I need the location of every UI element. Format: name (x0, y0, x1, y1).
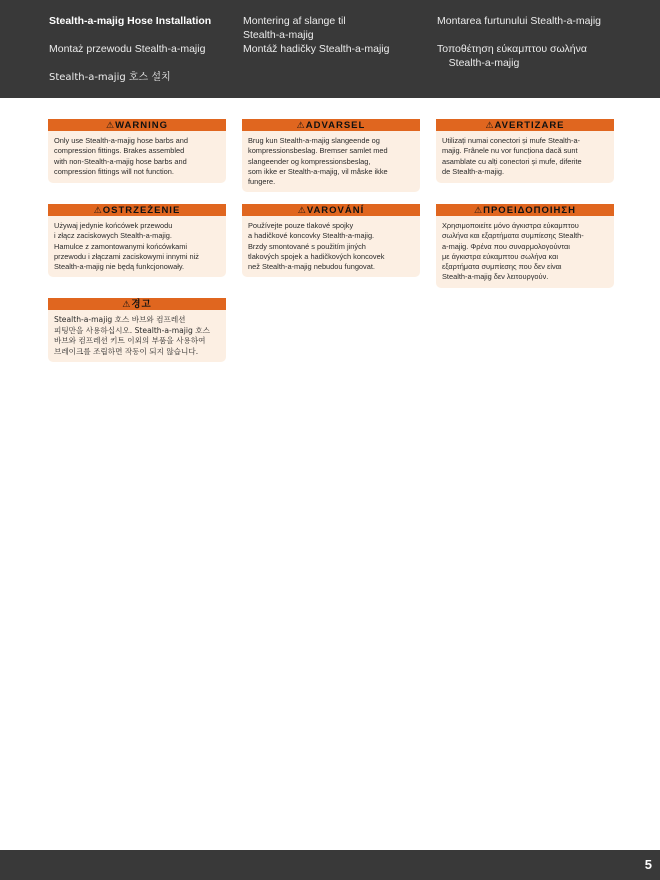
warning-box-ko (48, 298, 226, 362)
warning-title: WARNING (115, 120, 168, 131)
header-title-cs: Montáž hadičky Stealth-a-majig (243, 43, 390, 55)
warning-header (436, 119, 614, 131)
warning-triangle-icon: ⚠ (106, 120, 115, 130)
warning-text: Stealth-a-majig 호스 바브와 컴프레션 피팅만을 사용하십시오. Stealth-a-majig 호스 바브와 컴프레션 키트 이외의 부품을 사용하여 브레이크를 조립하면 작동이 되지 않습니다. (54, 315, 210, 356)
warning-header (48, 204, 226, 216)
warning-triangle-icon: ⚠ (485, 120, 494, 130)
warning-box-pl (48, 204, 226, 277)
warning-title: ADVARSEL (305, 120, 366, 131)
warning-title: ΠΡΟΕΙΔΟΠΟΙΗΣΗ (483, 205, 576, 216)
warning-header (242, 119, 420, 131)
warning-text: Brug kun Stealth-a-majig slangeende og kompressionsbeslag. Bremser samlet med slangeender og kompressionsbeslag, som ikke er Stealth-a-majig, vil måske ikke fungere. (248, 136, 388, 187)
warning-box-en (48, 119, 226, 183)
warning-triangle-icon: ⚠ (93, 205, 102, 215)
warning-box-ro (436, 119, 614, 183)
warning-text: Only use Stealth-a-majig hose barbs and compression fittings. Brakes assembled with non-Stealth-a-majig hose barbs and compression fittings will not function. (54, 136, 188, 176)
warning-title: AVERTIZARE (494, 120, 565, 131)
header-title-ro: Montarea furtunului Stealth-a-majig (437, 15, 602, 27)
warning-header (242, 204, 420, 216)
warning-title: 경고 (131, 299, 152, 310)
page-number: 5 (644, 857, 652, 872)
header-title-en: Stealth-a-majig Hose Installation (49, 15, 212, 27)
warning-text: Używaj jedynie końcówek przewodu i złącz zaciskowych Stealth-a-majig. Hamulce z zamontowanymi końcówkami przewodu i złączami zaciskowymi innymi niż Stealth-a-majig nie będą funkcjonowały. (54, 221, 199, 272)
header-title-da: Montering af slange til Stealth-a-majig (243, 15, 346, 41)
warning-header (436, 204, 614, 216)
warning-triangle-icon: ⚠ (474, 205, 483, 215)
warning-header (48, 298, 226, 310)
warning-text: Používejte pouze tlakové spojky a hadičkové koncovky Stealth-a-majig. Brzdy smontované s použitím jiných tlakových spojek a hadičkových koncovek než Stealth-a-majig nebudou fungovat. (248, 221, 385, 272)
warning-triangle-icon: ⚠ (122, 299, 131, 309)
warning-box-da (242, 119, 420, 192)
warning-text: Χρησιμοποιείτε μόνο άγκιστρα εύκαμπτου σωλήνα και εξαρτήματα συμπίεσης Stealth- a-majig. Φρένα που συναρμολογούνται με άγκιστρα εύκαμπτου σωλήνα και εξαρτήματα συμπίεσης που δεν είναι Stealth-a-majig δεν λειτουργούν. (442, 221, 584, 282)
warning-title: VAROVÁNÍ (306, 205, 365, 216)
warning-header (48, 119, 226, 131)
header-title-el: Τοποθέτηση εύκαμπτου σωλήνα Stealth-a-majig (437, 43, 587, 69)
warning-triangle-icon: ⚠ (296, 120, 305, 130)
warning-title: OSTRZEŻENIE (102, 205, 181, 216)
header-title-pl: Montaż przewodu Stealth-a-majig (49, 43, 206, 55)
page-header (0, 0, 660, 98)
warning-triangle-icon: ⚠ (297, 205, 306, 215)
header-title-ko: Stealth-a-majig 호스 설치 (49, 72, 171, 83)
warning-box-cs (242, 204, 420, 277)
warning-box-el (436, 204, 614, 288)
page-footer (0, 850, 660, 880)
warning-text: Utilizați numai conectori și mufe Stealth-a- majig. Frânele nu vor funcționa dacă sunt asamblate cu alți conectori și mufe, diferite de Stealth-a-majig. (442, 136, 582, 176)
